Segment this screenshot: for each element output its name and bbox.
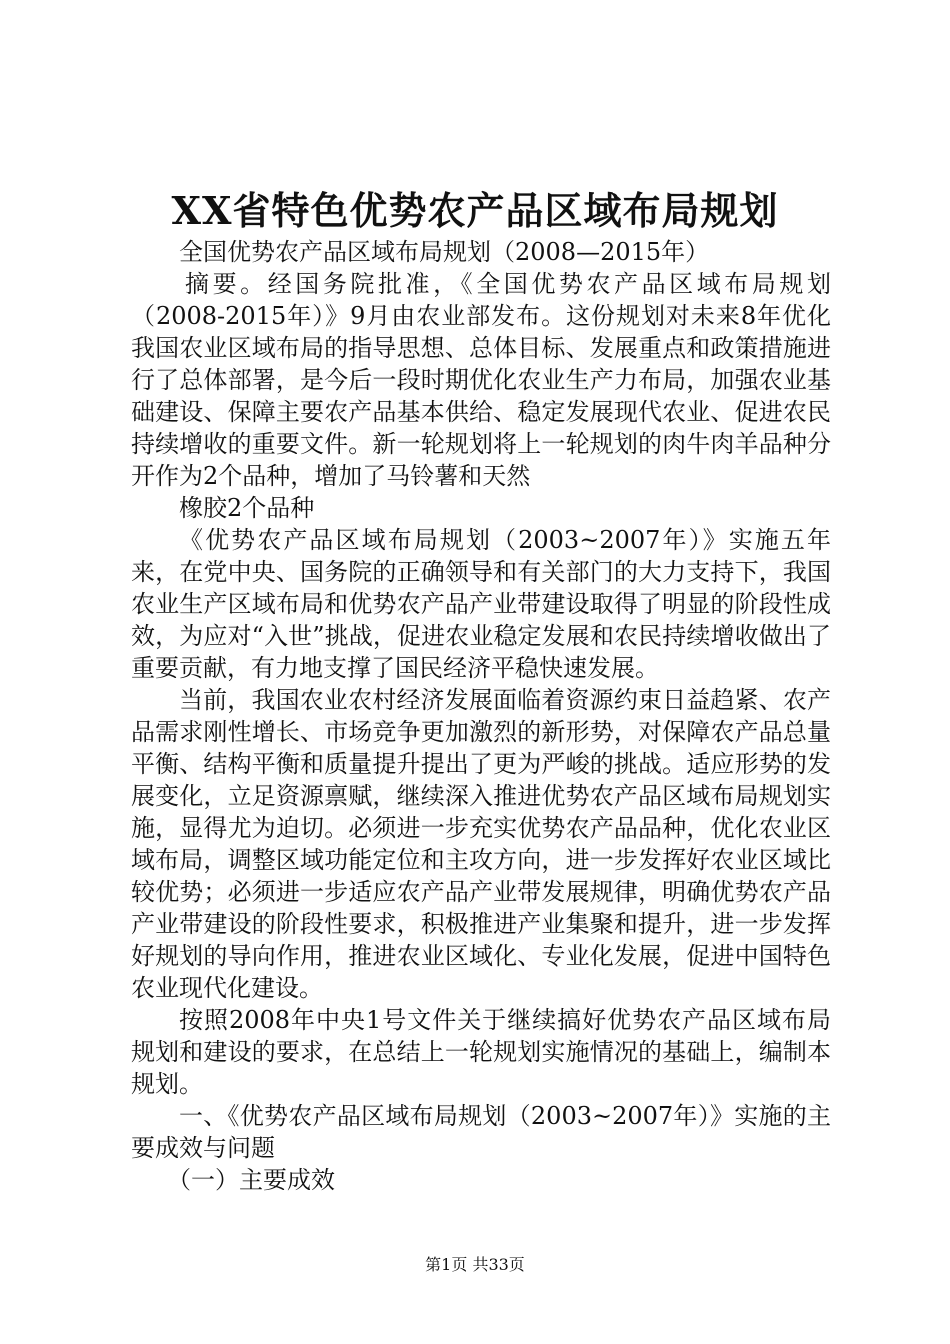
abstract-paragraph: 摘要。经国务院批准，《全国优势农产品区域布局规划（2008-2015年）》9月由农业部发布。这份规划对未来8年优化我国农业区域布局的指导思想、总体目标、发展重点和政策措施进行了总体部署，是今后一段时期优化农业生产力布局，加强农业基础建设、保障主要农产品基本供给、稳定发展现代农业、促进农民持续增收的重要文件。新一轮规划将上一轮规划的肉牛肉羊品种分开作为2个品种，增加了马铃薯和天然 [131,270,831,490]
paragraph-continuation: 橡胶2个品种 [179,494,315,522]
document-title: XX省特色优势农产品区域布局规划 [171,188,779,233]
document-body [131,236,831,1196]
paragraph-current-situation: 当前，我国农业农村经济发展面临着资源约束日益趋紧、农产品需求刚性增长、市场竞争更加激烈的新形势，对保障农产品总量平衡、结构平衡和质量提升提出了更为严峻的挑战。适应形势的发展变化，立足资源禀赋，继续深入推进优势农产品区域布局规划实施，显得尤为迫切。必须进一步充实优势农产品品种，优化农业区域布局，调整区域功能定位和主攻方向，进一步发挥好农业区域比较优势；必须进一步适应农产品产业带发展规律，明确优势农产品产业带建设的阶段性要求，积极推进产业集聚和提升，进一步发挥好规划的导向作用，推进农业区域化、专业化发展，促进中国特色农业现代化建设。 [131,686,831,1002]
subsection-heading-1: （一）主要成效 [167,1166,335,1194]
paragraph-achievements: 《优势农产品区域布局规划（2003~2007年）》实施五年来，在党中央、国务院的正确领导和有关部门的大力支持下，我国农业生产区域布局和优势农产品产业带建设取得了明显的阶段性成效，为应对“入世”挑战，促进农业稳定发展和农民持续增收做出了重要贡献，有力地支撑了国民经济平稳快速发展。 [131,526,831,682]
section-heading-1: 一、《优势农产品区域布局规划（2003~2007年）》实施的主要成效与问题 [131,1102,831,1162]
paragraph-basis: 按照2008年中央1号文件关于继续搞好优势农产品区域布局规划和建设的要求，在总结上一轮规划实施情况的基础上，编制本规划。 [131,1006,831,1098]
subtitle-paragraph: 全国优势农产品区域布局规划（2008—2015年） [179,238,710,266]
page-number-footer: 第1页 共33页 [425,1255,525,1274]
